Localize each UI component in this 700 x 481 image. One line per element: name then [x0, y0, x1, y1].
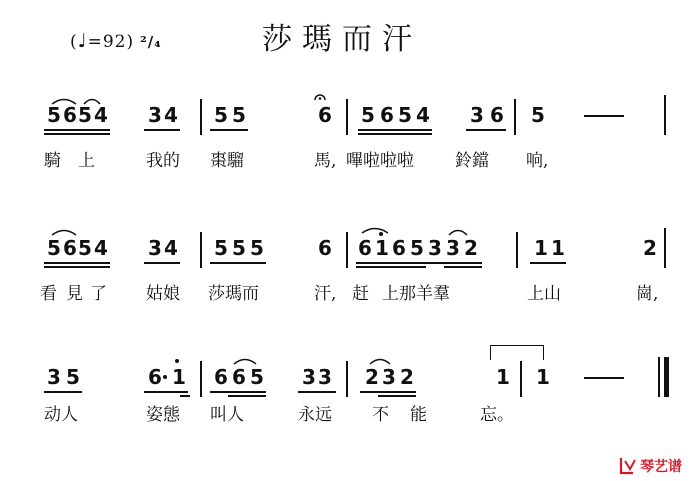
note: 6 [318, 236, 332, 260]
notation-line-3 [0, 365, 700, 395]
note: 3 [382, 365, 396, 389]
bar-line [200, 361, 202, 397]
note: 4 [416, 103, 430, 127]
note: 3 [47, 365, 61, 389]
underline [530, 262, 566, 264]
note: 3 [318, 365, 332, 389]
bar-line [346, 232, 348, 268]
underline [210, 262, 266, 264]
note: 5 [214, 103, 228, 127]
underline [44, 391, 82, 393]
note: 6 [63, 236, 77, 260]
bar-line [346, 361, 348, 397]
notation-line-1 [0, 103, 700, 133]
underline [210, 391, 266, 393]
lyrics-line-3 [0, 404, 700, 428]
underline [44, 129, 110, 131]
fermata-icon [314, 91, 326, 101]
note: 4 [164, 103, 178, 127]
bar-line [516, 232, 518, 268]
note: 2 [464, 236, 478, 260]
note: 6 [232, 365, 246, 389]
underline [44, 262, 110, 264]
watermark-text: 琴艺谱 [640, 459, 682, 475]
tempo-value: =92) [87, 32, 135, 52]
note: 5 [78, 103, 92, 127]
note: 1 [172, 365, 186, 389]
lyric-word: 响, [526, 151, 549, 171]
underline [144, 129, 180, 131]
slur-icon [360, 226, 390, 234]
bar-line [664, 228, 666, 268]
note: 1 [551, 236, 565, 260]
bar-line [200, 99, 202, 135]
note: 5 [398, 103, 412, 127]
lyric-word: 嗶啦啦啦 [346, 151, 414, 171]
note: 6 [358, 236, 372, 260]
high-octave-dot [175, 359, 179, 363]
note: 6 [392, 236, 406, 260]
note: 5 [78, 236, 92, 260]
underline [228, 395, 266, 397]
site-logo-icon [617, 455, 639, 477]
song-title: 莎瑪而汗 [262, 22, 422, 57]
note: 1 [375, 236, 389, 260]
lyric-word: 赶 [352, 284, 369, 304]
note: 5 [361, 103, 375, 127]
lyric-word: 馬, [314, 151, 337, 171]
extension-dash [584, 377, 624, 379]
slur-icon [368, 357, 392, 365]
lyric-word: 了 [90, 284, 107, 304]
lyric-word: 忘。 [480, 405, 514, 425]
lyric-word: 汗, [314, 284, 337, 304]
underline [144, 262, 180, 264]
note: 4 [164, 236, 178, 260]
underline [180, 395, 190, 397]
volta-bracket [490, 345, 544, 360]
note: 5 [232, 103, 246, 127]
final-bar-thick [664, 357, 669, 397]
slur-icon [232, 357, 258, 365]
underline [444, 266, 482, 268]
note: 1 [534, 236, 548, 260]
note: 3 [148, 103, 162, 127]
underline [358, 129, 432, 131]
lyric-word: 崗, [636, 284, 659, 304]
note: 5 [214, 236, 228, 260]
note: 1 [536, 365, 550, 389]
time-signature: ²/₄ [140, 33, 162, 51]
lyric-word: 棗騮 [210, 151, 244, 171]
note: 5 [531, 103, 545, 127]
note: 5 [232, 236, 246, 260]
underline [210, 129, 248, 131]
note: 4 [94, 236, 108, 260]
lyric-word: 鈴鐺 [455, 151, 489, 171]
note: 2 [643, 236, 657, 260]
lyric-word: 姿態 [146, 405, 180, 425]
lyric-word: 不 [372, 405, 389, 425]
underline [144, 391, 188, 393]
note: 4 [94, 103, 108, 127]
note: 3 [148, 236, 162, 260]
note: 1 [496, 365, 510, 389]
lyric-word: 見 [66, 284, 83, 304]
note: 5 [47, 103, 61, 127]
lyric-word: 莎瑪而 [208, 284, 259, 304]
note: 3 [302, 365, 316, 389]
tempo-marking [70, 30, 162, 52]
notation-line-2 [0, 236, 700, 266]
lyric-word: 动人 [44, 405, 78, 425]
underline [298, 391, 336, 393]
final-bar-thin [658, 357, 660, 397]
lyric-word: 騎 [44, 151, 61, 171]
lyric-word: 永远 [298, 405, 332, 425]
lyric-word: 我的 [146, 151, 180, 171]
note: 3 [446, 236, 460, 260]
tempo-open: ( [70, 32, 78, 52]
note: 5 [47, 236, 61, 260]
note: 6 [148, 365, 162, 389]
slur-icon [50, 228, 78, 236]
bar-line [520, 361, 522, 397]
note: 3 [428, 236, 442, 260]
note: 6 [490, 103, 504, 127]
lyrics-line-1 [0, 150, 700, 174]
note: 6 [318, 103, 332, 127]
note: 5 [66, 365, 80, 389]
quarter-note-icon: ♩ [77, 30, 88, 52]
note: 5 [410, 236, 424, 260]
extension-dash [584, 115, 624, 117]
underline [356, 266, 426, 268]
note: 2 [365, 365, 379, 389]
note: 6 [214, 365, 228, 389]
note: 5 [250, 236, 264, 260]
lyric-word: 上 [78, 151, 95, 171]
lyric-word: 上那羊羣 [382, 284, 450, 304]
bar-line [514, 99, 516, 135]
lyric-word: 看 [40, 284, 57, 304]
lyric-word: 上山 [527, 284, 561, 304]
note: 3 [470, 103, 484, 127]
underline [356, 262, 482, 264]
underline [360, 391, 416, 393]
underline [44, 133, 110, 135]
note: 6 [380, 103, 394, 127]
note: 5 [250, 365, 264, 389]
note: 6 [63, 103, 77, 127]
bar-line [664, 95, 666, 135]
bar-line [346, 99, 348, 135]
note: 2 [400, 365, 414, 389]
lyric-word: 能 [410, 405, 427, 425]
lyrics-line-2 [0, 283, 700, 307]
underline [44, 266, 110, 268]
dotted-note-dot [163, 375, 167, 379]
underline [466, 129, 506, 131]
underline [358, 133, 432, 135]
underline [378, 395, 416, 397]
lyric-word: 叫人 [210, 405, 244, 425]
bar-line [200, 232, 202, 268]
lyric-word: 姑娘 [146, 284, 180, 304]
slur-icon [447, 228, 469, 236]
